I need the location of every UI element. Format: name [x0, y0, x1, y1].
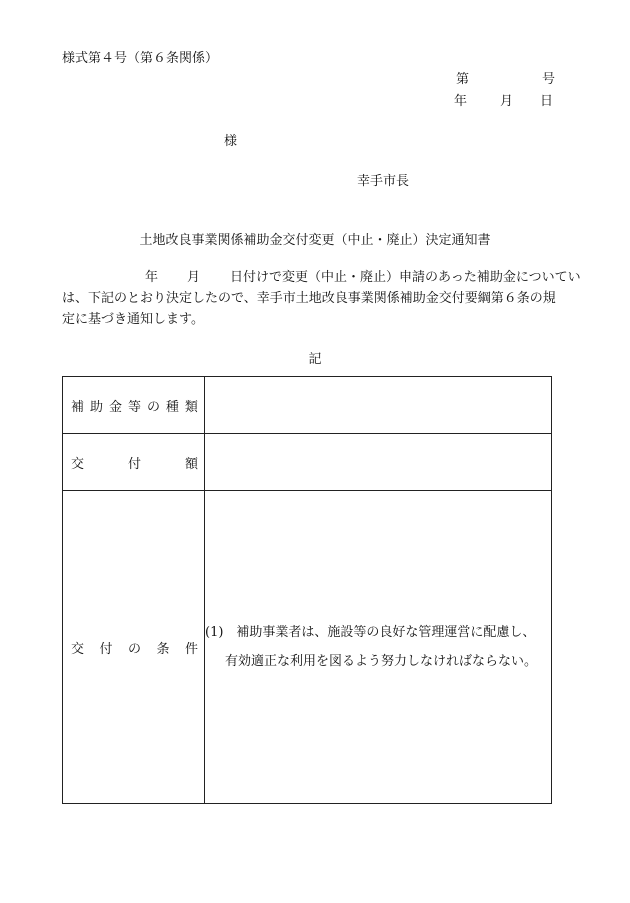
label-char: 交 — [71, 456, 85, 472]
label-char: 額 — [184, 456, 198, 472]
details-table — [62, 376, 552, 804]
form-number: 様式第４号（第６条関係） — [62, 51, 219, 66]
label-char: 交 — [71, 641, 85, 657]
recipient-honorific: 様 — [224, 134, 238, 149]
body-line-2: は、下記のとおり決定したので、幸手市土地改良事業関係補助金交付要綱第６条の規 — [62, 291, 556, 306]
body-month: 月 — [187, 270, 201, 285]
label-char: 類 — [184, 399, 198, 415]
label-char: 補 — [71, 399, 85, 415]
label-char: 付 — [127, 456, 141, 472]
value-conditions — [205, 491, 552, 804]
table-row-conditions — [63, 491, 552, 804]
label-char: 条 — [156, 641, 170, 657]
date-day: 日 — [540, 94, 554, 109]
label-char: 金 — [108, 399, 122, 415]
value-grant-amount — [205, 434, 552, 491]
doc-number-suffix: 号 — [542, 72, 556, 87]
body-paragraph — [62, 267, 581, 330]
label-char: 付 — [99, 641, 113, 657]
table-row-subsidy-type — [63, 377, 552, 434]
label-char: 種 — [165, 399, 179, 415]
issuer-name: 幸手市長 — [357, 174, 410, 189]
label-char: の — [127, 641, 141, 657]
label-subsidy-type — [63, 377, 205, 434]
date-month: 月 — [500, 94, 514, 109]
body-year: 年 — [145, 270, 159, 285]
label-char: の — [146, 399, 160, 415]
label-char: 等 — [127, 399, 141, 415]
label-char: 件 — [184, 641, 198, 657]
date-year: 年 — [454, 94, 468, 109]
value-subsidy-type — [205, 377, 552, 434]
body-line-1 — [62, 267, 581, 288]
label-grant-amount — [63, 434, 205, 491]
body-line-1-text: 日付けで変更（中止・廃止）申請のあった補助金についてい — [230, 270, 581, 285]
condition-line-1: (1) 補助事業者は、施設等の良好な管理運営に配慮し、 — [205, 625, 536, 640]
condition-line-2: 有効適正な利用を図るよう努力しなければならない。 — [225, 654, 538, 669]
label-char: 助 — [89, 399, 103, 415]
table-row-grant-amount — [63, 434, 552, 491]
doc-number-prefix: 第 — [456, 72, 470, 87]
document-title: 土地改良事業関係補助金交付変更（中止・廃止）決定通知書 — [139, 233, 491, 248]
ki-heading: 記 — [308, 352, 322, 367]
label-conditions — [63, 491, 205, 804]
body-line-3: 定に基づき通知します。 — [62, 312, 204, 327]
